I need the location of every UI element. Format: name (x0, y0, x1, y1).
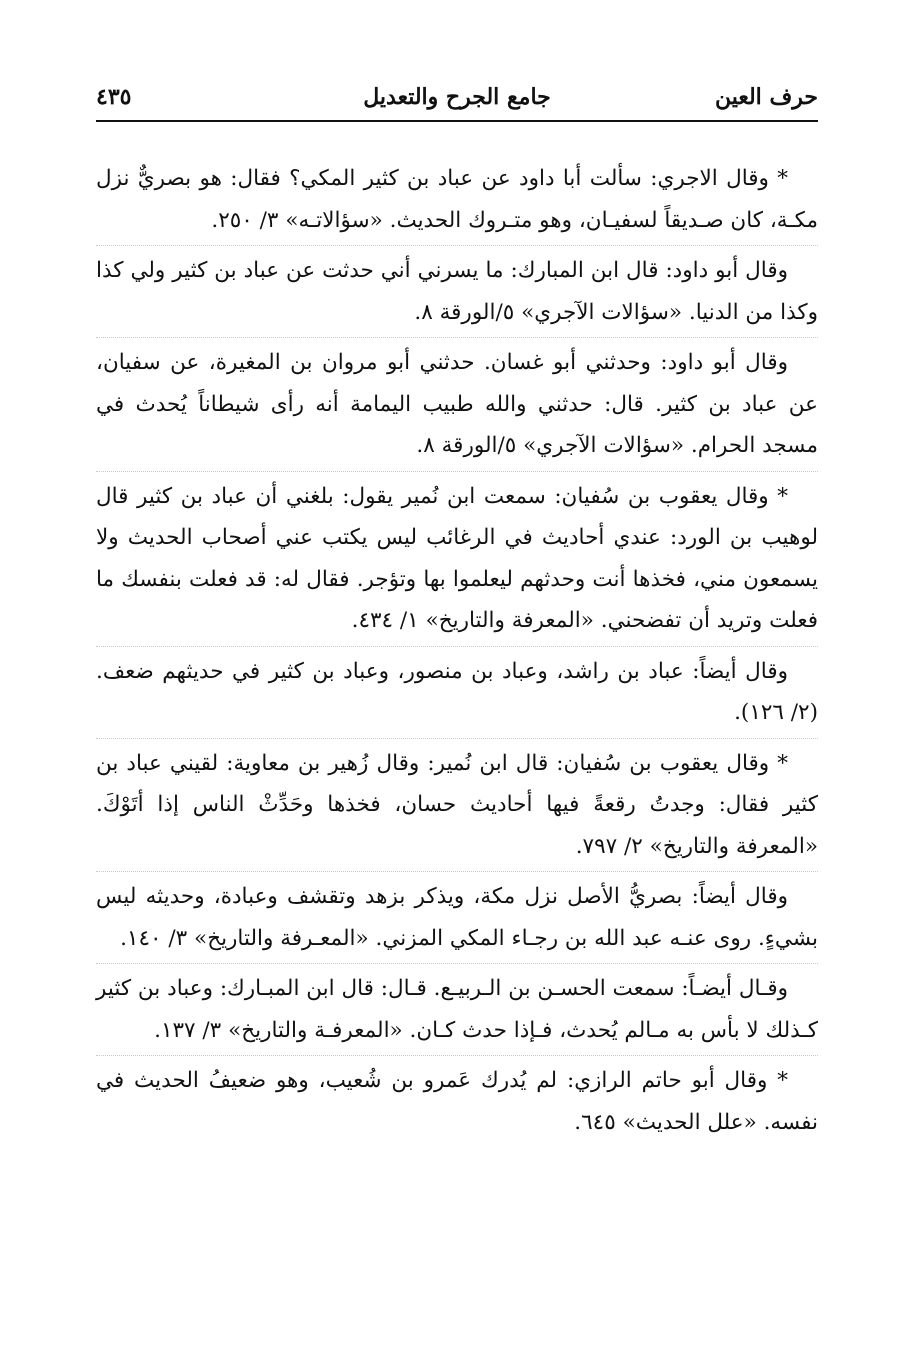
paragraph: * وقال الاجري: سألت أبا داود عن عباد بن كثير المكي؟ فقال: هو بصريٌّ نزل مكـة، كان صـديقاً لسفيـان، وهو متـروك الحديث. «سؤالاتـه» ٣/ ٢٥٠. (96, 166, 818, 233)
paragraph: وقال أيضاً: عباد بن راشد، وعباد بن منصور، وعباد بن كثير في حديثهم ضعف. (٢/ ١٢٦). (96, 646, 818, 734)
page-number: ٤٣٥ (96, 84, 132, 110)
paragraph: وقال أبو داود: قال ابن المبارك: ما يسرني أني حدثت عن عباد بن كثير ولي كذا وكذا من الدنيا. «سؤالات الآجري» ٥/الورقة ٨. (96, 245, 818, 333)
chapter-title: حرف العين (714, 84, 818, 110)
paragraph: * وقال يعقوب بن سُفيان: سمعت ابن نُمير يقول: بلغني أن عباد بن كثير قال لوهيب بن الورد: عندي أحاديث في الرغائب ليس يكتب عني أصحاب الحديث ولا يسمعون مني، فخذها أنت وحدثهم ليعلموا بها وتؤجر. فقال له: قد فعلت بنفسك ما فعلت وتريد أن تفضحني. «المعرفة والتاريخ» ١/ ٤٣٤. (96, 471, 818, 642)
page-header (96, 80, 818, 122)
paragraph: وقال أيضاً: بصريُّ الأصل نزل مكة، ويذكر بزهد وتقشف وعبادة، وحديثه ليس بشيءٍ. روى عنـه عبد الله بن رجـاء المكي المزني. «المعـرفة والتاريخ» ٣/ ١٤٠. (96, 871, 818, 959)
paragraph: وقال أبو داود: وحدثني أبو غسان. حدثني أبو مروان بن المغيرة، عن سفيان، عن عباد بن كثير. قال: حدثني والله طبيب اليمامة أنه رأى شيطاناً يُحدث في مسجد الحرام. «سؤالات الآجري» ٥/الورقة ٨. (96, 337, 818, 467)
paragraph: وقـال أيضـاً: سمعت الحسـن بن الـربيـع. قـال: قال ابن المبـارك: وعباد بن كثير كـذلك لا بأس به مـالم يُحدث، فـإذا حدث كـان. «المعرفـة والتاريخ» ٣/ ١٣٧. (96, 963, 818, 1051)
paragraph: * وقال أبو حاتم الرازي: لم يُدرك عَمرو بن شُعيب، وهو ضعيفُ الحديث في نفسه. «علل الحديث» ٦٤٥. (96, 1055, 818, 1143)
book-title: جامع الجرح والتعديل (363, 84, 551, 110)
book-page (96, 80, 818, 1147)
page-body (96, 156, 818, 1143)
paragraph: * وقال يعقوب بن سُفيان: قال ابن نُمير: وقال زُهير بن معاوية: لقيني عباد بن كثير فقال: وجدتُ رقعةً فيها أحاديث حسان، فخذها وحَدِّثْ الناس إذا أتَوْكَ. «المعرفة والتاريخ» ٢/ ٧٩٧. (96, 738, 818, 868)
